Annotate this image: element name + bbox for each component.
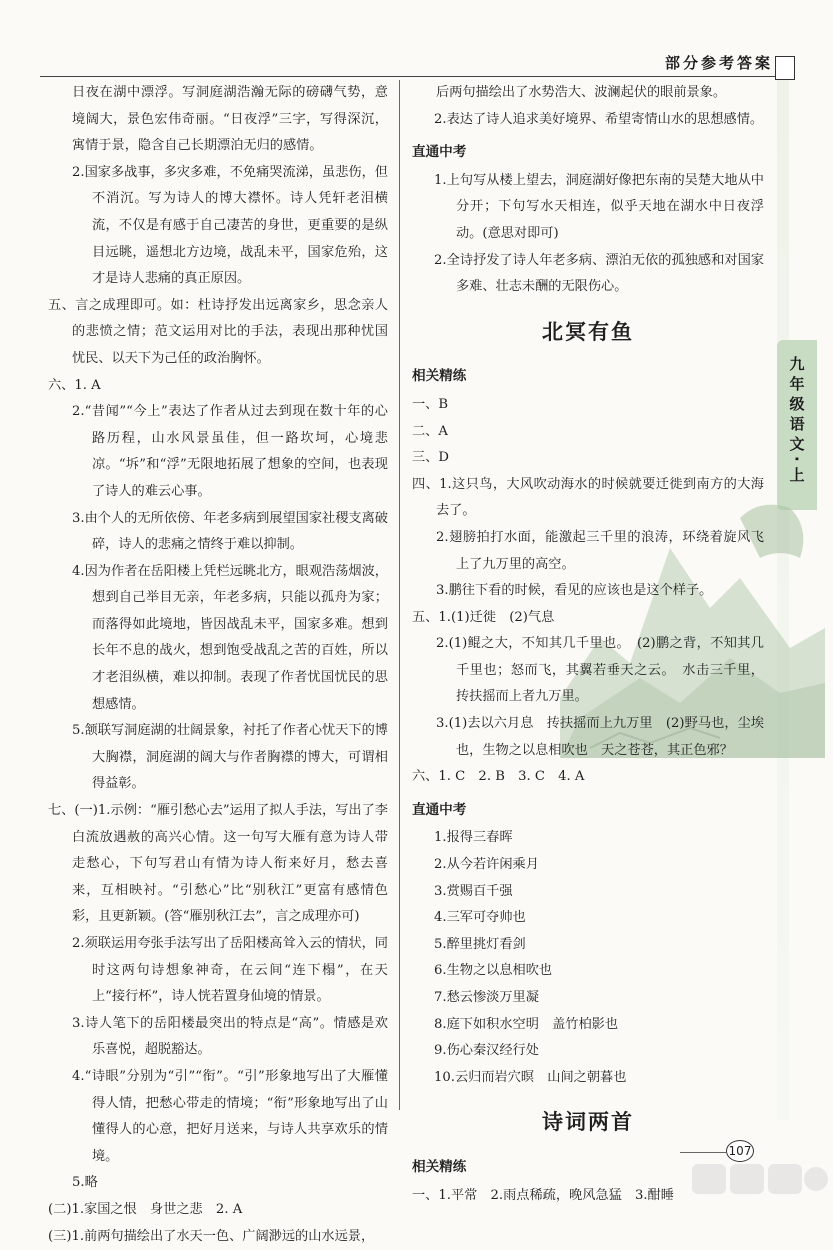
answer-paragraph: 2.国家多战事，多灾多难，不免痛哭流涕，虽悲伤，但不消沉。写为诗人的博大襟怀。诗人凭轩老泪横流，不仅是有感于自己凄苦的身世，更重要的是纵目远眺，遥想北方边境，战乱未平，国家危殆，这才是诗人悲痛的真正原因。: [72, 164, 388, 287]
answer-paragraph: (三)1.前两句描绘出了水天一色、广阔渺远的山水远景，: [48, 1228, 375, 1244]
zhitong-item: 7.愁云惨淡万里凝: [434, 990, 539, 1005]
zhitong-item: 4.三军可夺帅也: [434, 910, 526, 926]
zhitong-item: 2.全诗抒发了诗人年老多病、漂泊无依的孤独感和对国家多难、壮志未酬的无限伤心。: [434, 252, 764, 295]
practice-item: 二、A: [412, 423, 448, 439]
practice-item: 四、1.这只鸟，大风吹动海水的时候就要迁徙到南方的大海去了。: [412, 476, 764, 519]
zhitong-list-2: [412, 825, 764, 1091]
zhitong-item: 1.上句写从楼上望去，洞庭湖好像把东南的吴楚大地从中分开；下句写水天相连，似乎天地在湖水中日夜浮动。(意思对即可): [434, 172, 764, 241]
answer-paragraph: 2.“昔闻”“今上”表达了作者从过去到现在数十年的心路历程，山水风景虽佳，但一路坎坷，心境悲凉。“坼”和“浮”无限地拓展了想象的空间，也表现了诗人的难云心事。: [72, 404, 388, 499]
left-column: [48, 80, 388, 1250]
practice-heading-2: 相关精练: [412, 1158, 467, 1175]
header-corner-box: [775, 56, 795, 80]
zhitong-item: 6.生物之以息相吹也: [434, 963, 553, 979]
answer-paragraph: 六、1. A: [48, 377, 101, 393]
zhitong-item: 10.云归而岩穴暝 山间之朝暮也: [434, 1069, 627, 1085]
answer-paragraph: 4.因为作者在岳阳楼上凭栏远眺北方，眼观浩荡烟波，想到自己举目无亲，年老多病，只能以孤舟为家；而落得如此境地，皆因战乱未平，国家多难。想到长年不息的战火，想到饱受战乱之苦的百姓，所以才老泪纵横，难以抑制。表现了作者忧国忧民的思想感情。: [72, 563, 388, 712]
practice-heading-1: 相关精练: [412, 368, 467, 385]
page-number: 107: [726, 1140, 754, 1162]
right-column: [412, 80, 764, 1209]
practice-item: 3.(1)去以六月息 抟扶摇而上九万里 (2)野马也，尘埃也，生物之以息相吹也 天之苍苍，其正色邪？: [436, 716, 764, 758]
answer-paragraph: 后两句描绘出了水势浩大、波澜起伏的眼前景象。: [436, 85, 727, 100]
grade-side-tab: [777, 340, 817, 510]
zhitong-heading-2: 直通中考: [412, 801, 467, 818]
answer-paragraph: 五、言之成理即可。如：杜诗抒发出远离家乡，思念亲人的悲愤之情；范文运用对比的手法，表现出那种忧国忧民、以天下为己任的政治胸怀。: [48, 297, 388, 366]
zhitong-item: 2.从今若许闲乘月: [434, 857, 539, 873]
answer-paragraph: 3.由个人的无所依傍、年老多病到展望国家社稷支离破碎，诗人的悲痛之情终于难以抑制。: [72, 510, 388, 553]
practice-item: 三、D: [412, 450, 449, 466]
answer-paragraph: 5.略: [72, 1175, 98, 1191]
answer-paragraph: 4.“诗眼”分别为“引”“衔”。“引”形象地写出了大雁懂得人情，把愁心带走的情境；“衔”形象地写出了山懂得人的心意，把好月送来，与诗人共享欢乐的情境。: [72, 1068, 388, 1164]
answer-paragraph: 2.表达了诗人追求美好境界、希望寄情山水的思想感情。: [434, 111, 764, 127]
page-header-title: 部分参考答案: [664, 54, 773, 72]
answer-paragraph: 2.须联运用夸张手法写出了岳阳楼高耸入云的情状，同时这两句诗想象神奇，在云间“连下榻”，在天上“接行杯”，诗人恍若置身仙境的情景。: [72, 936, 388, 1005]
column-divider: [399, 80, 400, 1110]
answer-paragraph: (二)1.家国之恨 身世之悲 2. A: [48, 1201, 243, 1217]
zhitong-item: 3.赏赐百千强: [434, 883, 513, 899]
answer-paragraph: 5.颔联写洞庭湖的壮阔景象，衬托了作者心忧天下的博大胸襟，洞庭湖的阔大与作者胸襟的博大，可谓相得益彰。: [72, 723, 388, 792]
page-number-rule: [680, 1152, 726, 1153]
practice-list-1: [412, 392, 764, 791]
answers-continuation: [412, 80, 764, 133]
practice-item: 3.鹏往下看的时候，看见的应该也是这个样子。: [436, 583, 713, 599]
zhitong-item: 1.报得三春晖: [434, 830, 513, 846]
zhitong-heading-1: 直通中考: [412, 144, 467, 161]
section-title-beiming: 北冥有鱼: [542, 319, 634, 344]
answer-paragraph: 日夜在湖中漂浮。写洞庭湖浩瀚无际的磅礴气势，意境阔大，景色宏伟奇丽。“日夜浮”三字，写得深沉，寓情于景，隐含自己长期漂泊无归的感情。: [72, 85, 388, 154]
practice-line: 一、1.平常 2.雨点稀疏，晚风急猛 3.酣睡: [412, 1187, 674, 1203]
answer-paragraph: 七、(一)1.示例：“雁引愁心去”运用了拟人手法，写出了李白流放遇赦的高兴心情。这一句写大雁有意为诗人带走愁心，下句写君山有情为诗人衔来好月，愁去喜来，互相映衬。“引愁心”比“别秋江”更富有感情色彩，且更新颖。(答“雁别秋江去”，言之成理亦可): [48, 803, 388, 925]
practice-item: 一、B: [412, 396, 449, 412]
header-rule: [40, 76, 778, 77]
practice-item: 五、1.(1)迁徙 (2)气息: [412, 609, 555, 625]
practice-item: 2.(1)鲲之大，不知其几千里也。 (2)鹏之背，不知其几千里也；怒而飞，其翼若垂天之云。 水击三千里，抟扶摇而上者九万里。: [436, 636, 764, 705]
practice-item: 2.翅膀拍打水面，能激起三千里的浪涛，环绕着旋风飞上了九万里的高空。: [436, 529, 764, 572]
section-title-poems: 诗词两首: [542, 1110, 634, 1135]
practice-item: 六、1. C 2. B 3. C 4. A: [412, 769, 585, 785]
answer-paragraph: 3.诗人笔下的岳阳楼最突出的特点是“高”。情感是欢乐喜悦，超脱豁达。: [72, 1015, 388, 1058]
zhitong-item: 8.庭下如积水空明 盖竹柏影也: [434, 1016, 619, 1032]
zhitong-item: 5.醉里挑灯看剑: [434, 936, 526, 952]
zhitong-list-1: [412, 168, 764, 301]
grade-side-tab-label: 九年级语文·上: [787, 356, 806, 487]
watermark-logo: [690, 1160, 830, 1200]
zhitong-item: 9.伤心秦汉经行处: [434, 1043, 539, 1059]
